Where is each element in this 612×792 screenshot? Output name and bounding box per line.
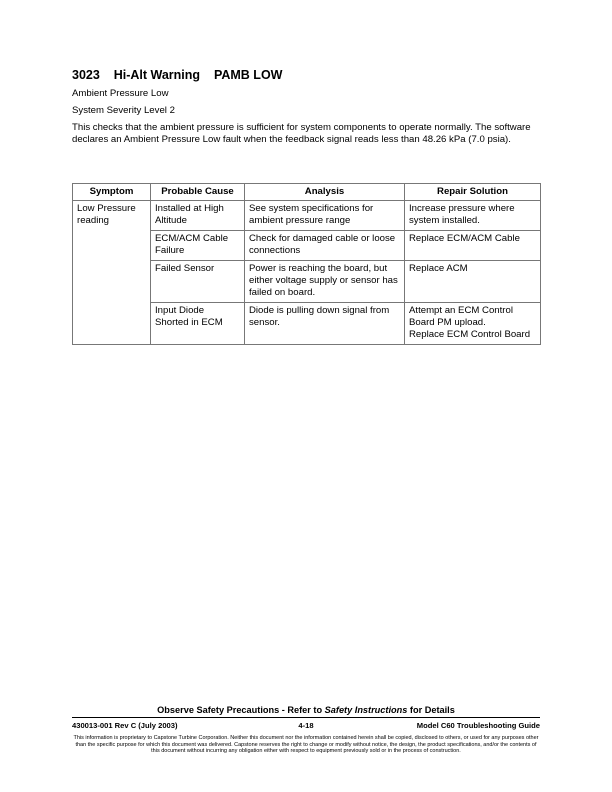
cause-cell: Failed Sensor [151, 261, 245, 303]
fault-title: Hi-Alt Warning [113, 68, 201, 82]
fault-subtitle: Ambient Pressure Low [72, 88, 169, 99]
cause-cell: Installed at High Altitude [151, 201, 245, 231]
safety-notice-prefix: Observe Safety Precautions - Refer to [157, 705, 325, 715]
repair-cell [405, 303, 541, 345]
safety-notice-suffix: for Details [407, 705, 455, 715]
table-row [73, 201, 541, 231]
troubleshooting-table [72, 183, 541, 345]
header-symptom: Symptom [73, 184, 151, 201]
guide-title: Model C60 Troubleshooting Guide [416, 721, 540, 730]
analysis-cell: Check for damaged cable or loose connections [245, 231, 405, 261]
repair-cell: Replace ACM [405, 261, 541, 303]
fault-code: 3023 [72, 68, 100, 82]
header-analysis: Analysis [245, 184, 405, 201]
cause-cell: Input Diode Shorted in ECM [151, 303, 245, 345]
repair-line: Replace ECM Control Board [409, 329, 531, 340]
severity-level: System Severity Level 2 [72, 105, 175, 116]
analysis-cell: Power is reaching the board, but either voltage supply or sensor has failed on board. [245, 261, 405, 303]
analysis-cell: Diode is pulling down signal from sensor. [245, 303, 405, 345]
repair-cell: Replace ECM/ACM Cable [405, 231, 541, 261]
proprietary-disclaimer: This information is proprietary to Capstone Turbine Corporation. Neither this document nor the information contained herein shall be copied, disclosed to others, or used for any purposes other than the specific purpose for which this document was delivered. Capstone reserves the right to change or modify without notice, the design, the product specifications, and/or the contents of this document without incurring any obligation either with respect to equipment previously sold or in the process of construction. [73, 735, 539, 755]
header-repair-solution: Repair Solution [405, 184, 541, 201]
analysis-cell: See system specifications for ambient pressure range [245, 201, 405, 231]
document-number: 430013-001 Rev C (July 2003) [72, 721, 178, 730]
table-header-row [73, 184, 541, 201]
page-number: 4-18 [298, 721, 314, 730]
safety-notice [72, 705, 540, 715]
safety-instructions-ref: Safety Instructions [324, 705, 408, 715]
repair-cell: Increase pressure where system installed. [405, 201, 541, 231]
section-heading [72, 68, 282, 82]
footer-divider [72, 717, 540, 718]
fault-description: This checks that the ambient pressure is sufficient for system components to operate normally. The software declares an Ambient Pressure Low fault when the feedback signal reads less than 48.26 kPa (7.0 psia). [72, 122, 531, 146]
header-probable-cause: Probable Cause [151, 184, 245, 201]
symptom-cell: Low Pressure reading [73, 201, 151, 345]
cause-cell: ECM/ACM Cable Failure [151, 231, 245, 261]
fault-label: PAMB LOW [213, 68, 283, 82]
repair-line: Attempt an ECM Control Board PM upload. [409, 305, 513, 328]
